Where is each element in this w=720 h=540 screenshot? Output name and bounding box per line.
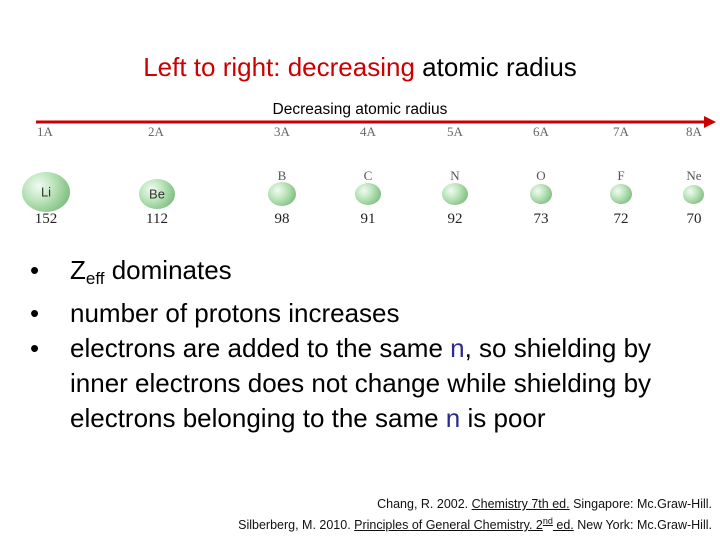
bullet-text: electrons are added to the same: [70, 333, 451, 363]
bullet-text: dominates: [104, 255, 232, 285]
atom-symbol: O: [536, 168, 546, 183]
group-label: 4A: [360, 124, 376, 139]
atom-symbol: B: [277, 168, 287, 183]
atom-c: [355, 183, 381, 205]
atom-f: [610, 184, 632, 204]
atom-symbol: Be: [149, 186, 165, 202]
title-accent: Left to right: decreasing: [143, 52, 415, 82]
atom-symbol: Ne: [686, 168, 702, 183]
group-label: 5A: [447, 124, 463, 139]
reference-chang: [377, 497, 712, 511]
reference-title: Chemistry 7th ed.: [471, 497, 570, 511]
bullet-item: [30, 331, 710, 436]
group-label: 2A: [148, 124, 164, 139]
bullet-marker: •: [30, 298, 40, 328]
bullet-marker: •: [30, 333, 40, 363]
bullet-text: is poor: [460, 403, 546, 433]
atom-symbol: N: [450, 168, 460, 183]
atom-symbol: F: [617, 168, 625, 183]
reference-silberberg: [238, 516, 712, 532]
zeff-subscript: eff: [85, 269, 105, 288]
reference-text: Silberberg, M. 2010.: [238, 518, 355, 532]
reference-text: New York: Mc.Graw-Hill.: [573, 518, 712, 532]
group-label: 6A: [533, 124, 549, 139]
bullet-list: [30, 253, 710, 436]
bullet-text: number of protons increases: [70, 298, 400, 328]
atom-o: [530, 184, 552, 204]
bullet-item: [30, 253, 710, 296]
slide-title: [0, 52, 720, 83]
zeff-symbol: Z: [70, 255, 86, 285]
radius-value: 72: [613, 211, 629, 227]
radius-value: 92: [447, 211, 463, 227]
group-label: 3A: [274, 124, 290, 139]
atom-ne: [683, 185, 704, 204]
atom-symbol: C: [363, 168, 373, 183]
bullet-item: [30, 296, 710, 331]
title-rest: atomic radius: [422, 52, 577, 82]
bullet-text: , so shielding by inner electrons does not change while shielding by electrons belonging to the same: [70, 333, 652, 433]
atom-symbol: Li: [40, 184, 52, 200]
reference-title: Principles of General Chemistry. 2: [354, 518, 543, 532]
radius-value: 91: [360, 211, 376, 227]
reference-title: ed.: [552, 518, 574, 532]
radius-value: 98: [274, 211, 290, 227]
radius-value: 112: [146, 211, 168, 227]
reference-superscript: nd: [542, 516, 553, 526]
atom-n: [442, 183, 468, 205]
atom-b: [268, 182, 296, 206]
reference-text: Chang, R. 2002.: [377, 497, 472, 511]
quantum-number-n: n: [450, 333, 465, 363]
reference-text: Singapore: Mc.Graw-Hill.: [569, 497, 712, 511]
arrow-label: Decreasing atomic radius: [272, 101, 448, 118]
radius-value: 152: [34, 211, 58, 227]
bullet-marker: •: [30, 255, 40, 285]
group-label: 1A: [37, 124, 53, 139]
radius-value: 73: [533, 211, 549, 227]
quantum-number-n: n: [445, 403, 461, 433]
radius-value: 70: [686, 211, 702, 227]
group-label: 7A: [613, 124, 629, 139]
group-label: 8A: [686, 124, 702, 139]
